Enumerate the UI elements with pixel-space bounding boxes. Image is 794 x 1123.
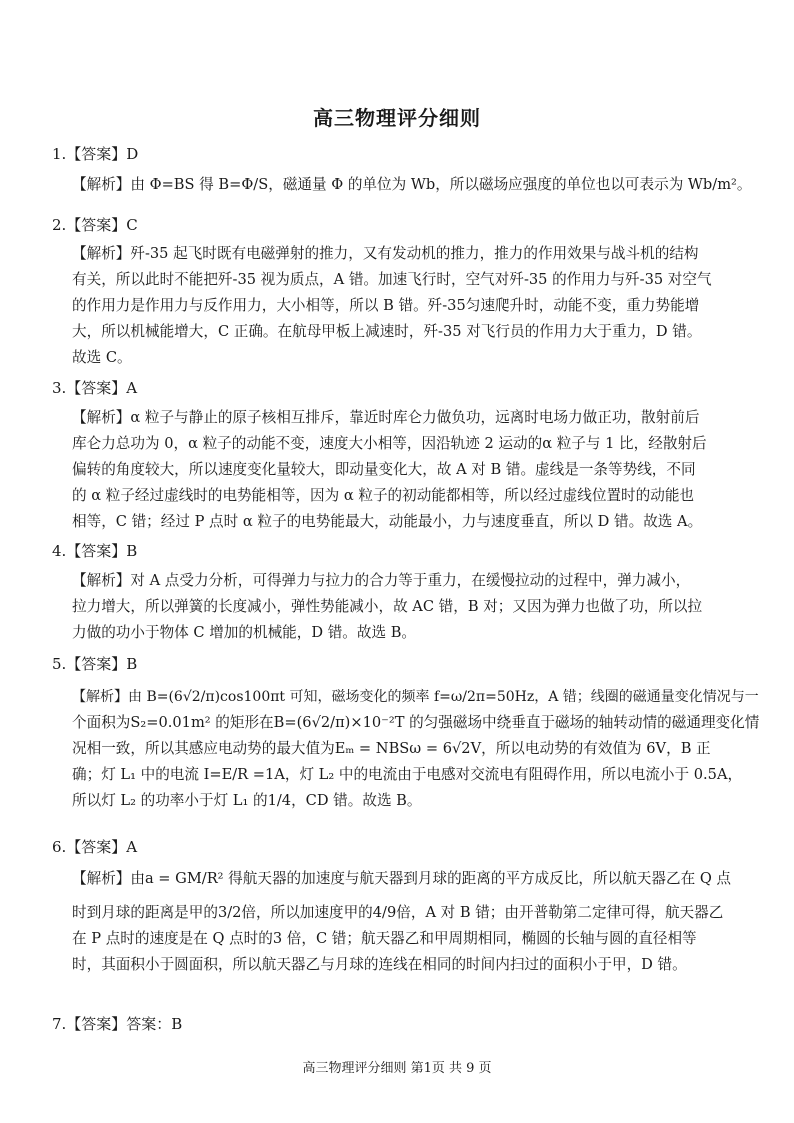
analysis-line: 的作用力是作用力与反作用力，大小相等，所以 B 错。歼-35匀速爬升时，动能不变，重力势能增 <box>72 297 700 314</box>
analysis-2 <box>72 241 760 371</box>
analysis-line: 时，其面积小于圆面积，所以航天器乙与月球的连线在相同的时间内扫过的面积小于甲，D 错。 <box>72 956 687 973</box>
analysis-line: 故选 C。 <box>72 349 132 366</box>
analysis-line: 大，所以机械能增大，C 正确。在航母甲板上减速时，歼-35 对飞行员的作用力大于重力，D 错。 <box>72 323 702 340</box>
analysis-6 <box>72 866 760 978</box>
analysis-line: 在 P 点时的速度是在 Q 点时的3 倍，C 错；航天器乙和甲周期相同，椭圆的长轴与圆的直径相等 <box>72 930 697 947</box>
analysis-line: 力做的功小于物体 C 增加的机械能，D 错。故选 B。 <box>72 624 417 641</box>
analysis-4 <box>72 568 760 646</box>
analysis-line: 相等，C 错；经过 P 点时 α 粒子的电势能最大，动能最小，力与速度垂直，所以 D 错。故选 A。 <box>72 513 703 530</box>
answer-5: 5.【答案】B <box>52 655 138 673</box>
analysis-line: 【解析】由 Φ=BS 得 B=Φ/S，磁通量 Φ 的单位为 Wb，所以磁场应强度的单位也以可表示为 Wb/m²。 <box>72 176 752 193</box>
answer-6: 6.【答案】A <box>52 838 138 856</box>
analysis-3 <box>72 405 760 535</box>
analysis-line: 【解析】对 A 点受力分析，可得弹力与拉力的合力等于重力，在缓慢拉动的过程中，弹力减小， <box>72 572 691 589</box>
analysis-5 <box>72 684 760 814</box>
analysis-1 <box>72 172 760 198</box>
answer-3: 3.【答案】A <box>52 379 138 397</box>
analysis-line: 【解析】α 粒子与静止的原子核相互排斥，靠近时库仑力做负功，远离时电场力做正功，散射前后 <box>72 409 700 426</box>
analysis-line: 个面积为S₂=0.01m² 的矩形在B=(6√2/π)×10⁻²T 的匀强磁场中绕垂直于磁场的轴转动情的磁通理变化情 <box>72 714 760 731</box>
answer-7: 7.【答案】答案：B <box>52 1015 183 1033</box>
analysis-line: 【解析】由 B=(6√2/π)cos100πt 可知，磁场变化的频率 f=ω/2π=50Hz，A 错；线圈的磁通量变化情况与一 <box>72 689 759 705</box>
analysis-line: 拉力增大，所以弹簧的长度减小，弹性势能减小，故 AC 错，B 对；又因为弹力也做了功，所以拉 <box>72 598 703 615</box>
page-title: 高三物理评分细则 <box>313 106 481 130</box>
analysis-line: 【解析】由a = GM/R² 得航天器的加速度与航天器到月球的距离的平方成反比，所以航天器乙在 Q 点 <box>72 870 732 887</box>
analysis-line: 的 α 粒子经过虚线时的电势能相等，因为 α 粒子的初动能都相等，所以经过虚线位置时的动能也 <box>72 487 695 504</box>
analysis-line: 偏转的角度较大，所以速度变化量较大，即动量变化大，故 A 对 B 错。虚线是一条等势线，不同 <box>72 461 696 478</box>
answer-2: 2.【答案】C <box>52 216 138 234</box>
analysis-line: 库仑力总功为 0，α 粒子的动能不变，速度大小相等，因沿轨迹 2 运动的α 粒子与 1 比，经散射后 <box>72 435 707 452</box>
analysis-line: 所以灯 L₂ 的功率小于灯 L₁ 的1/4，CD 错。故选 B。 <box>72 792 422 809</box>
answer-1: 1.【答案】D <box>52 145 139 163</box>
analysis-line: 时到月球的距离是甲的3/2倍，所以加速度甲的4/9倍，A 对 B 错；由开普勒第二定律可得，航天器乙 <box>72 904 724 921</box>
analysis-line: 况相一致，所以其感应电动势的最大值为Eₘ = NBSω = 6√2V，所以电动势的有效值为 6V，B 正 <box>72 740 711 757</box>
analysis-line: 有关，所以此时不能把歼-35 视为质点，A 错。加速飞行时，空气对歼-35 的作用力与歼-35 对空气 <box>72 271 712 288</box>
page-footer: 高三物理评分细则 第1页 共 9 页 <box>302 1061 492 1076</box>
answer-4: 4.【答案】B <box>52 542 138 560</box>
analysis-line: 确；灯 L₁ 中的电流 I=E/R =1A，灯 L₂ 中的电流由于电感对交流电有阻碍作用，所以电流小于 0.5A， <box>72 766 743 783</box>
analysis-line: 【解析】歼-35 起飞时既有电磁弹射的推力，又有发动机的推力，推力的作用效果与战斗机的结构 <box>72 245 699 262</box>
